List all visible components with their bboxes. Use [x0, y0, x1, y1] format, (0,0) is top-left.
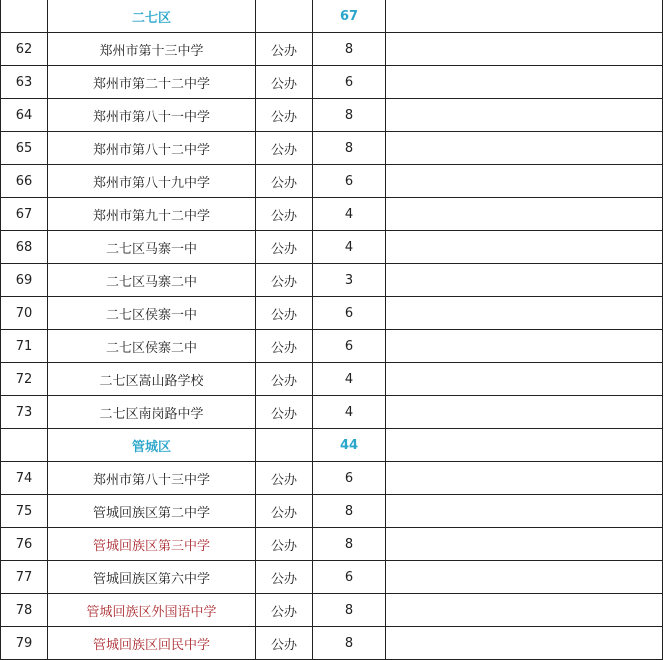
school-name: 管城回族区回民中学: [48, 627, 256, 660]
empty-cell: [386, 33, 663, 66]
school-type: 公办: [256, 594, 313, 627]
table-row: [1, 198, 663, 231]
row-number: 75: [1, 495, 48, 528]
class-count: 8: [313, 528, 386, 561]
school-type: [256, 429, 313, 462]
class-count: 8: [313, 627, 386, 660]
row-number: 66: [1, 165, 48, 198]
empty-cell: [386, 132, 663, 165]
class-count: 8: [313, 594, 386, 627]
school-type: 公办: [256, 66, 313, 99]
school-name: 郑州市第十三中学: [48, 33, 256, 66]
school-name: 管城回族区第三中学: [48, 528, 256, 561]
empty-cell: [386, 165, 663, 198]
table-row: [1, 132, 663, 165]
empty-cell: [386, 0, 663, 33]
school-type: 公办: [256, 33, 313, 66]
class-count: 6: [313, 561, 386, 594]
school-type: 公办: [256, 198, 313, 231]
school-name: 二七区南岗路中学: [48, 396, 256, 429]
school-name: 二七区马寨二中: [48, 264, 256, 297]
row-number: 72: [1, 363, 48, 396]
empty-cell: [386, 429, 663, 462]
row-number: 76: [1, 528, 48, 561]
district-total: 67: [313, 0, 386, 33]
school-type: 公办: [256, 627, 313, 660]
school-type: 公办: [256, 363, 313, 396]
empty-cell: [386, 66, 663, 99]
empty-cell: [386, 363, 663, 396]
empty-cell: [386, 528, 663, 561]
row-number: 64: [1, 99, 48, 132]
table-row: [1, 264, 663, 297]
empty-cell: [386, 627, 663, 660]
table-row: [1, 231, 663, 264]
school-type: 公办: [256, 330, 313, 363]
row-number: 79: [1, 627, 48, 660]
row-number: 77: [1, 561, 48, 594]
empty-cell: [386, 594, 663, 627]
table-row: [1, 627, 663, 660]
table-row: [1, 462, 663, 495]
district-row: [1, 429, 663, 462]
class-count: 6: [313, 66, 386, 99]
school-type: 公办: [256, 231, 313, 264]
row-number: 73: [1, 396, 48, 429]
row-number: 65: [1, 132, 48, 165]
school-name: 管城回族区外国语中学: [48, 594, 256, 627]
district-row: [1, 0, 663, 33]
class-count: 8: [313, 33, 386, 66]
school-name: 二七区嵩山路学校: [48, 363, 256, 396]
school-type: 公办: [256, 396, 313, 429]
empty-cell: [386, 99, 663, 132]
table-row: [1, 66, 663, 99]
school-type: 公办: [256, 462, 313, 495]
school-name: 二七区侯寨一中: [48, 297, 256, 330]
row-number: 68: [1, 231, 48, 264]
table-row: [1, 363, 663, 396]
class-count: 6: [313, 330, 386, 363]
empty-cell: [386, 231, 663, 264]
row-number: 78: [1, 594, 48, 627]
class-count: 6: [313, 462, 386, 495]
school-type: 公办: [256, 561, 313, 594]
school-type: 公办: [256, 132, 313, 165]
row-number: 62: [1, 33, 48, 66]
row-number: 67: [1, 198, 48, 231]
school-name: 郑州市第八十九中学: [48, 165, 256, 198]
district-name: 二七区: [48, 0, 256, 33]
row-number: [1, 0, 48, 33]
empty-cell: [386, 396, 663, 429]
row-number: 74: [1, 462, 48, 495]
school-type: [256, 0, 313, 33]
empty-cell: [386, 264, 663, 297]
school-type: 公办: [256, 495, 313, 528]
empty-cell: [386, 495, 663, 528]
row-number: 71: [1, 330, 48, 363]
empty-cell: [386, 561, 663, 594]
school-type: 公办: [256, 165, 313, 198]
school-name: 郑州市第八十一中学: [48, 99, 256, 132]
row-number: 63: [1, 66, 48, 99]
table-row: [1, 330, 663, 363]
class-count: 4: [313, 363, 386, 396]
empty-cell: [386, 297, 663, 330]
school-type: 公办: [256, 528, 313, 561]
school-name: 管城回族区第六中学: [48, 561, 256, 594]
empty-cell: [386, 198, 663, 231]
school-name: 二七区侯寨二中: [48, 330, 256, 363]
district-name: 管城区: [48, 429, 256, 462]
class-count: 4: [313, 396, 386, 429]
school-type: 公办: [256, 297, 313, 330]
table-row: [1, 528, 663, 561]
class-count: 8: [313, 495, 386, 528]
table-row: [1, 396, 663, 429]
table-row: [1, 33, 663, 66]
table-row: [1, 165, 663, 198]
school-type: 公办: [256, 264, 313, 297]
school-name: 郑州市第九十二中学: [48, 198, 256, 231]
table-row: [1, 99, 663, 132]
class-count: 8: [313, 99, 386, 132]
table-row: [1, 495, 663, 528]
empty-cell: [386, 330, 663, 363]
class-count: 4: [313, 231, 386, 264]
row-number: 69: [1, 264, 48, 297]
class-count: 6: [313, 165, 386, 198]
district-total: 44: [313, 429, 386, 462]
class-count: 3: [313, 264, 386, 297]
school-name: 郑州市第八十三中学: [48, 462, 256, 495]
empty-cell: [386, 462, 663, 495]
row-number: 70: [1, 297, 48, 330]
school-name: 二七区马寨一中: [48, 231, 256, 264]
table-row: [1, 594, 663, 627]
table-row: [1, 297, 663, 330]
school-name: 郑州市第八十二中学: [48, 132, 256, 165]
row-number: [1, 429, 48, 462]
school-name: 管城回族区第二中学: [48, 495, 256, 528]
class-count: 6: [313, 297, 386, 330]
school-type: 公办: [256, 99, 313, 132]
class-count: 8: [313, 132, 386, 165]
class-count: 4: [313, 198, 386, 231]
table-row: [1, 561, 663, 594]
school-name: 郑州市第二十二中学: [48, 66, 256, 99]
table-body: [1, 0, 663, 660]
